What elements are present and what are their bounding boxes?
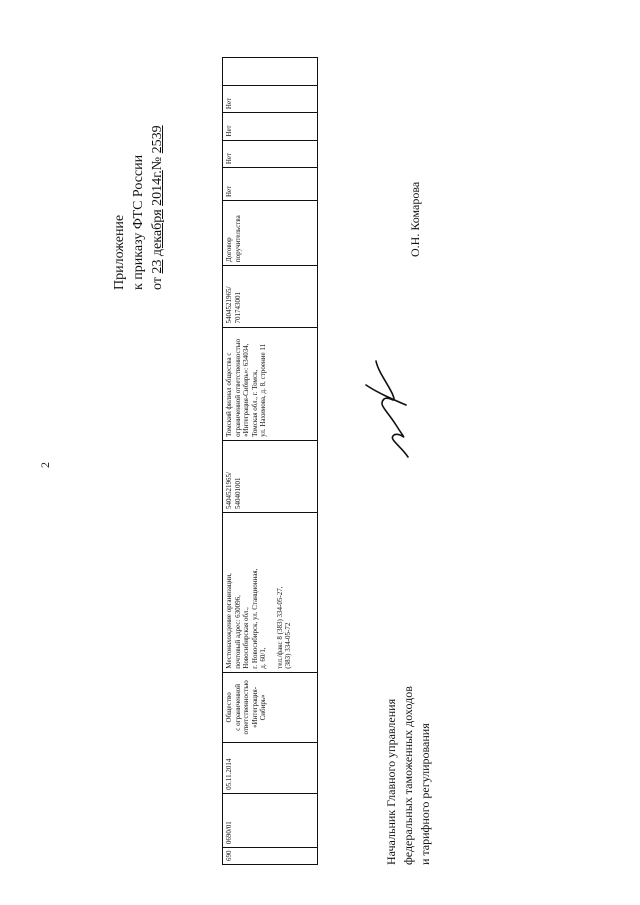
cell-location: Местонахождение организации, почтовый адрес: 630096, Новосибирская обл., г. Новосибирск, ул. Станционная, д. 60/1, тел./факс 8 (383) 334-05-27, (383) 334-05-72: [223, 512, 317, 672]
appendix-order: к приказу ФТС России: [131, 154, 146, 290]
cell-date: 05.11.2014: [223, 742, 317, 793]
cell-branch-inn-kpp: 5404521965/ 701743001: [223, 265, 317, 326]
registry-table: [222, 57, 318, 865]
appendix-date: от 23 декабря 2014г.№ 2539: [150, 125, 165, 290]
cell-flag-4: Нет: [223, 85, 317, 113]
cell-empty: [223, 58, 317, 85]
appendix-title: Приложение: [112, 214, 127, 290]
order-number: 2539: [150, 125, 165, 154]
cell-flag-3: Нет: [223, 112, 317, 140]
date-year: 2014г.: [150, 170, 165, 206]
appendix-header: [110, 125, 167, 290]
cell-org-name: Общество с ограниченной ответственностью «Интеграция- Сибирь»: [223, 672, 317, 742]
date-day: 23: [150, 259, 165, 274]
cell-contract: Договор поручительства: [223, 200, 317, 265]
signature-image: [348, 355, 428, 465]
signer-name: О.Н. Комарова: [408, 181, 422, 257]
cell-branch: Томский филиал общества с ограниченной ответственностью «Интеграция-Сибирь»: 634034, Томская обл., г. Томск, ул. Нахимова, д. 8, строение 11: [223, 327, 317, 440]
cell-flag-1: Нет: [223, 167, 317, 200]
date-month: декабря: [150, 209, 165, 257]
signer-title: Начальник Главного управления федеральных таможенных доходов и тарифного регулирования: [384, 686, 432, 865]
cell-flag-2: Нет: [223, 140, 317, 168]
cell-row-number: 690: [223, 847, 317, 864]
page-number: 2: [38, 462, 52, 468]
cell-inn-kpp: 5404521965/ 540401001: [223, 440, 317, 512]
cell-code: 0690/01: [223, 793, 317, 847]
